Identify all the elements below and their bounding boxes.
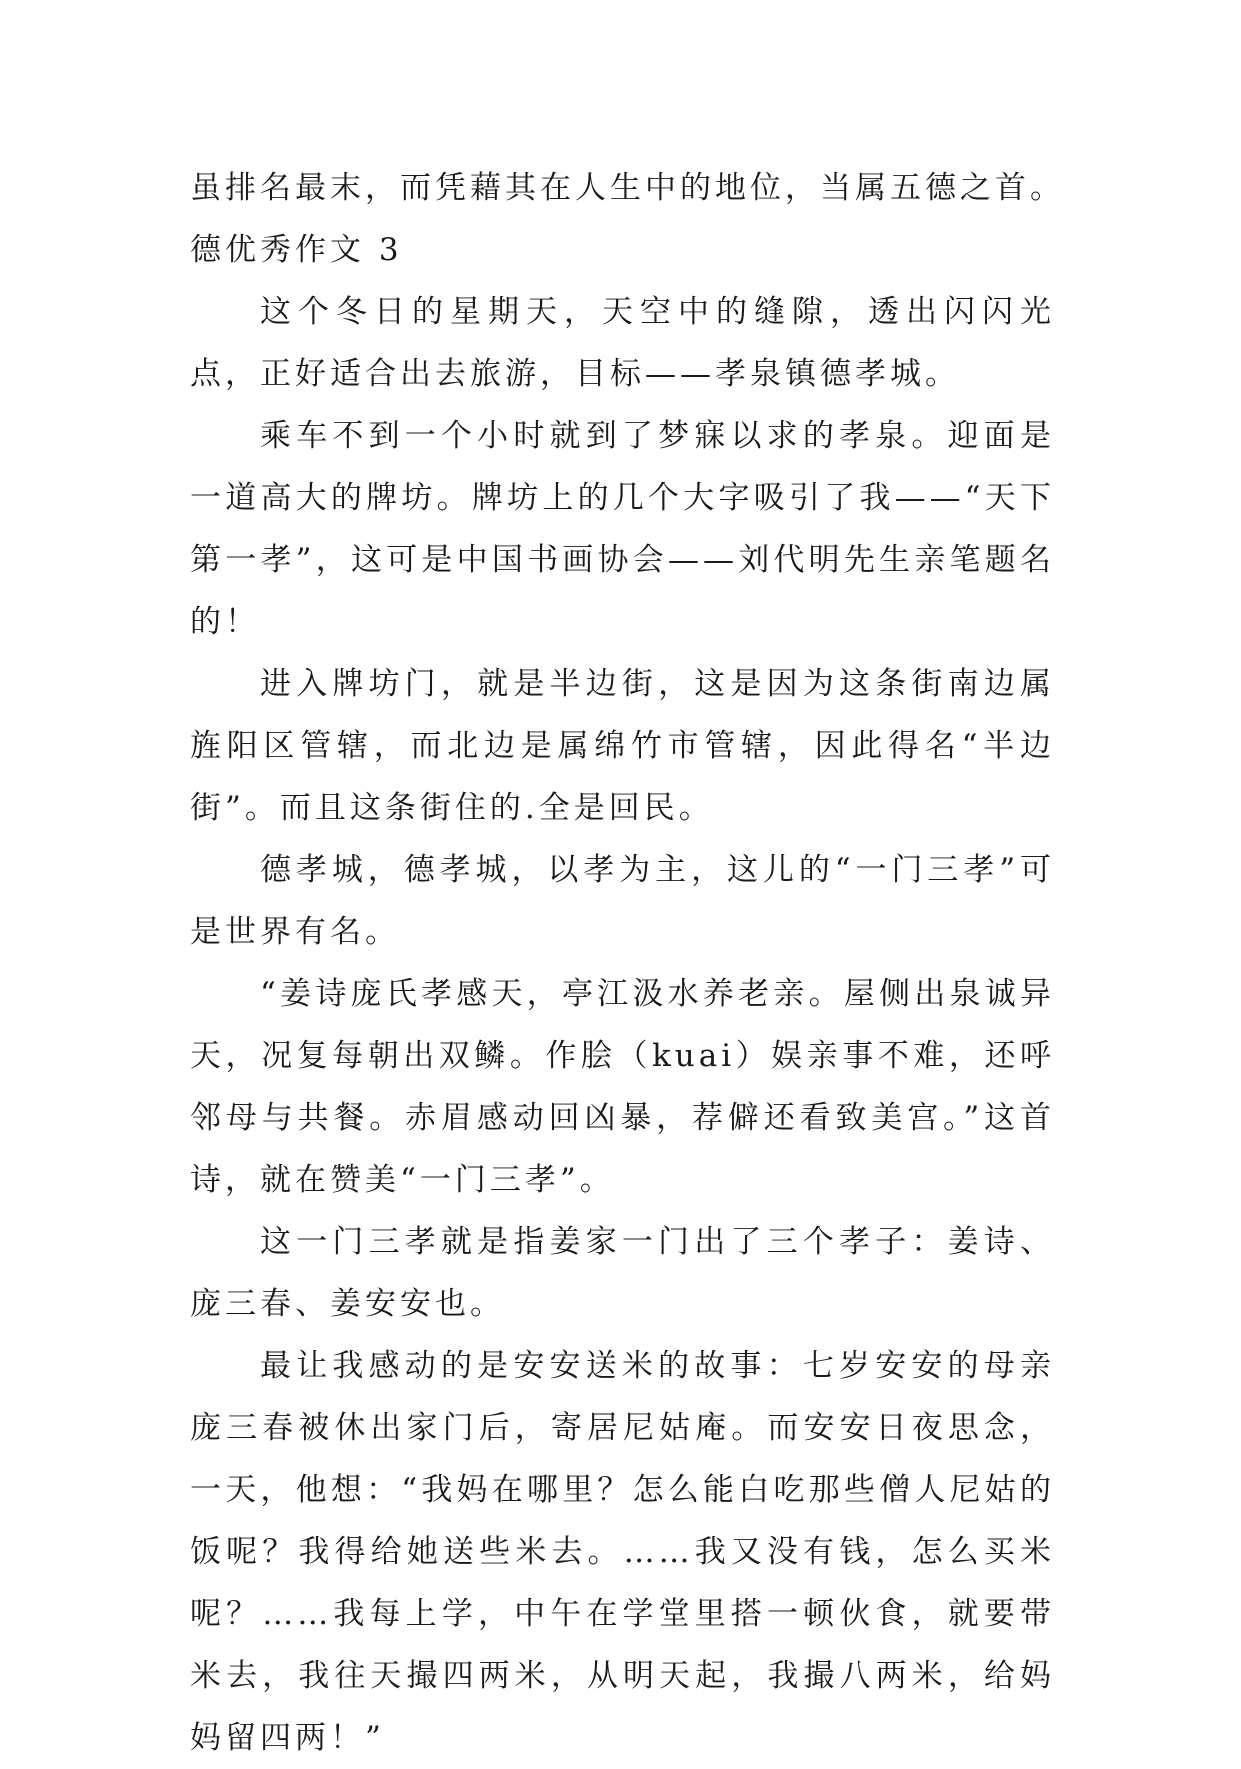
paragraph-1: 这个冬日的星期天，天空中的缝隙，透出闪闪光点，正好适合出去旅游，目标——孝泉镇德孝城。 [190,294,1055,392]
essay-heading: 德优秀作文 3 [190,232,403,268]
paragraph-7: 最让我感动的是安安送米的故事：七岁安安的母亲庞三春被休出家门后，寄居尼姑庵。而安安日夜思念，一天，他想：“我妈在哪里？怎么能白吃那些僧人尼姑的饭呢？我得给她送些米去。……我又没有钱，怎么买米呢？……我每上学，中午在学堂里搭一顿伙食，就要带米去，我往天撮四两米，从明天起，我撮八两米，给妈妈留四两！” [190,1348,1055,1756]
paragraph-3: 进入牌坊门，就是半边街，这是因为这条街南边属旌阳区管辖，而北边是属绵竹市管辖，因此得名“半边街”。而且这条街住的.全是回民。 [190,666,1055,826]
carryover-line: 虽排名最末，而凭藉其在人生中的地位，当属五德之首。 [190,170,1065,206]
paragraph-6: 这一门三孝就是指姜家一门出了三个孝子：姜诗、庞三春、姜安安也。 [190,1224,1055,1322]
paragraph-2: 乘车不到一个小时就到了梦寐以求的孝泉。迎面是一道高大的牌坊。牌坊上的几个大字吸引了我——“天下第一孝”，这可是中国书画协会——刘代明先生亲笔题名的！ [190,418,1055,640]
paragraph-5-poem: “姜诗庞氏孝感天，亭江汲水养老亲。屋侧出泉诚异天，况复每朝出双鳞。作脍（kuai）娱亲事不难，还呼邻母与共餐。赤眉感动回凶暴，荐僻还看致美宫。”这首诗，就在赞美“一门三孝”。 [190,976,1055,1198]
paragraph-4: 德孝城，德孝城，以孝为主，这儿的“一门三孝”可是世界有名。 [190,852,1055,950]
document-body [190,157,1065,1769]
